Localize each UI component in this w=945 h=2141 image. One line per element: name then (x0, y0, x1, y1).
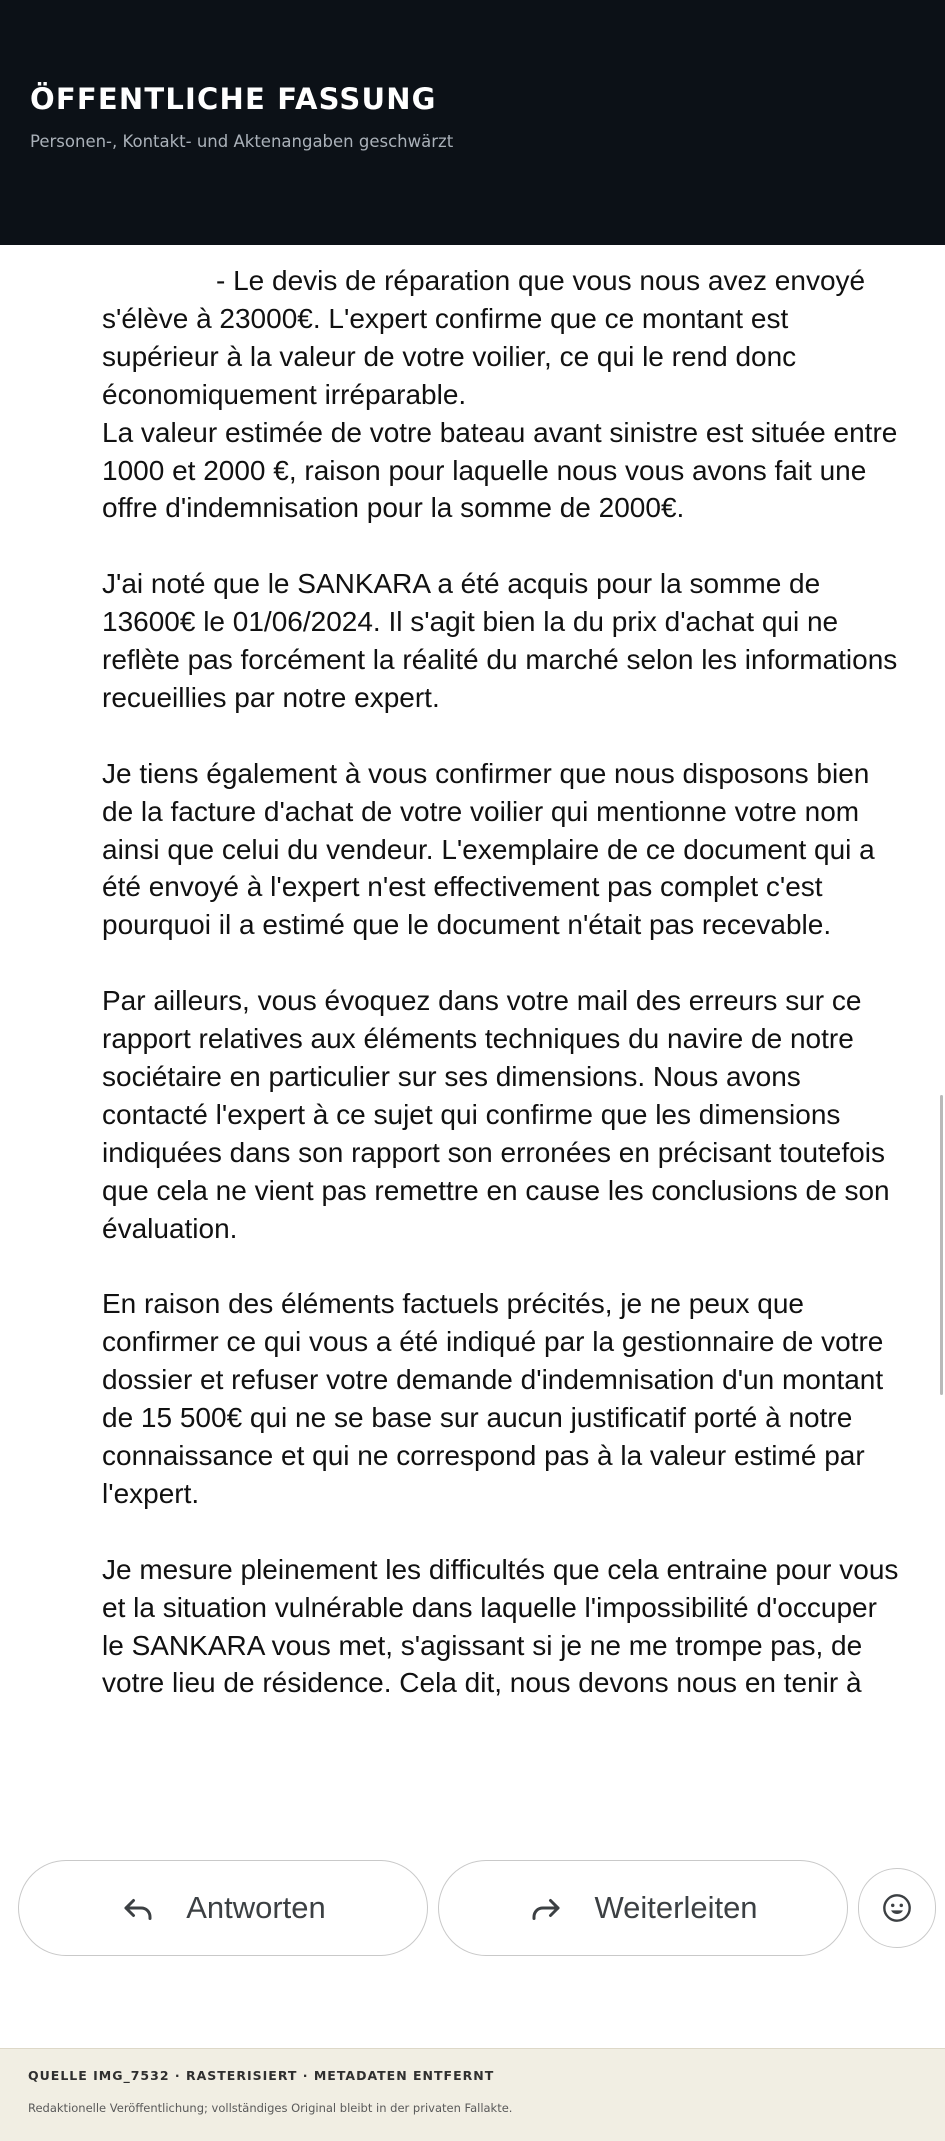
forward-button-label: Weiterleiten (594, 1890, 758, 1925)
email-paragraph: Je tiens également à vous confirmer que nous disposons bien de la facture d'achat de votre voilier qui mentionne votre nom ainsi que celui du vendeur. L'exemplaire de ce document qui a été envoyé à l'expert n'est effectivement pas complet c'est pourquoi il a estimé que le document n'était pas recevable. (102, 757, 875, 941)
footer-note: Redaktionelle Veröffentlichung; vollständiges Original bleibt in der privaten Fallakte. (28, 2101, 513, 2115)
reply-arrow-icon (120, 1890, 156, 1926)
banner-title: ÖFFENTLICHE FASSUNG (30, 82, 437, 116)
footer-source-line: QUELLE IMG_7532 · RASTERISIERT · METADATEN ENTFERNT (28, 2068, 495, 2083)
action-bar (0, 1842, 945, 2042)
email-paragraph: - Le devis de réparation que vous nous avez envoyé s'élève à 23000€. L'expert confirme que ce montant est supérieur à la valeur de votre voilier, ce qui le rend donc économiquement irréparable. La valeur estimée de votre bateau avant sinistre est située entre 1000 et 2000 €, raison pour laquelle nous vous avons fait une offre d'indemnisation pour la somme de 2000€. (102, 265, 898, 524)
email-paragraph: Par ailleurs, vous évoquez dans votre mail des erreurs sur ce rapport relatives aux éléments techniques du navire de notre sociétaire en particulier sur ses dimensions. Nous avons contacté l'expert à ce sujet qui confirme que les dimensions indiquées dans son rapport son erronées en précisant toutefois que cela ne vient pas remettre en cause les conclusions de son évaluation. (102, 985, 890, 1244)
scrollbar[interactable] (940, 1095, 943, 1395)
email-body (102, 262, 902, 1842)
redaction-banner (0, 0, 945, 245)
smiley-icon (881, 1892, 913, 1924)
banner-subtitle: Personen-, Kontakt- und Aktenangaben geschwärzt (30, 132, 454, 151)
reply-button[interactable] (18, 1860, 428, 1956)
forward-arrow-icon (528, 1890, 564, 1926)
forward-button[interactable] (438, 1860, 848, 1956)
email-paragraph: Je mesure pleinement les difficultés que cela entraine pour vous et la situation vulnérable dans laquelle l'impossibilité d'occuper le SANKARA vous met, s'agissant si je ne me trompe pas, de votre lieu de résidence. Cela dit, nous devons nous en tenir à (102, 1553, 899, 1699)
email-paragraph: En raison des éléments factuels précités, je ne peux que confirmer ce qui vous a été indiqué par la gestionnaire de votre dossier et refuser votre demande d'indemnisation d'un montant de 15 500€ qui ne se base sur aucun justificatif porté à notre connaissance et qui ne correspond pas à la valeur estimé par l'expert. (102, 1288, 884, 1509)
emoji-reaction-button[interactable] (858, 1868, 936, 1948)
reply-button-label: Antworten (186, 1890, 326, 1925)
source-footer (0, 2048, 945, 2141)
email-paragraph: J'ai noté que le SANKARA a été acquis pour la somme de 13600€ le 01/06/2024. Il s'agit bien la du prix d'achat qui ne reflète pas forcément la réalité du marché selon les informations recueillies par notre expert. (102, 568, 898, 713)
